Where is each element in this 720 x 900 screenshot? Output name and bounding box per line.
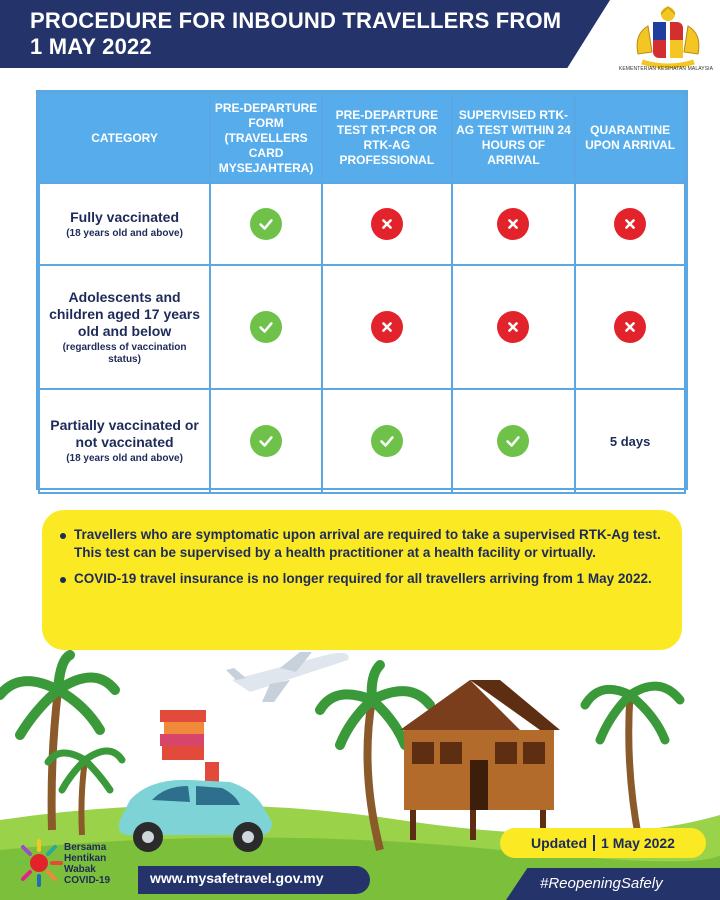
car-icon — [119, 710, 272, 852]
table-header-row — [39, 93, 685, 183]
ministry-label: KEMENTERIAN KESIHATAN MALAYSIA — [618, 66, 714, 72]
table-row — [39, 389, 685, 493]
category-note: (18 years old and above) — [66, 227, 183, 239]
hashtag: #ReopeningSafely — [540, 875, 663, 892]
check-icon — [250, 208, 282, 240]
updated-badge — [500, 828, 706, 858]
campaign-line: Wabak — [64, 864, 96, 875]
header-quarantine: QUARANTINE UPON ARRIVAL — [575, 93, 685, 183]
status-cell — [452, 389, 576, 493]
title-line-2: 1 MAY 2022 — [30, 34, 152, 59]
header-pre-departure-test: PRE-DEPARTURE TEST RT-PCR OR RTK-AG PROFESSIONAL — [322, 93, 452, 183]
header — [0, 0, 720, 72]
category-cell — [39, 183, 210, 265]
campaign-line: Hentikan — [64, 853, 107, 864]
quarantine-cell — [575, 389, 685, 493]
status-cell — [575, 265, 685, 389]
status-cell — [322, 389, 452, 493]
cross-icon — [497, 311, 529, 343]
status-cell — [210, 183, 322, 265]
status-cell — [452, 183, 576, 265]
title-line-1: PROCEDURE FOR INBOUND TRAVELLERS FROM — [30, 8, 562, 33]
note-item: COVID-19 travel insurance is no longer required for all travellers arriving from 1 May 2022. — [60, 570, 662, 588]
table-row — [39, 183, 685, 265]
status-cell — [575, 183, 685, 265]
cross-icon — [614, 208, 646, 240]
updated-separator — [593, 835, 595, 851]
status-cell — [210, 389, 322, 493]
notes-box — [42, 510, 682, 650]
header-pre-departure-form: PRE-DEPARTURE FORM (TRAVELLERS CARD MYSEJAHTERA) — [210, 93, 322, 183]
header-category: CATEGORY — [39, 93, 210, 183]
category-label: Fully vaccinated — [70, 208, 180, 225]
campaign-line: COVID-19 — [64, 875, 111, 886]
updated-date: 1 May 2022 — [601, 835, 675, 851]
category-cell — [39, 265, 210, 389]
status-cell — [210, 265, 322, 389]
covid-campaign-logo-icon — [14, 838, 64, 888]
updated-label: Updated — [531, 835, 588, 851]
status-cell — [322, 183, 452, 265]
check-icon — [497, 425, 529, 457]
status-cell — [322, 265, 452, 389]
category-label: Partially vaccinated or not vaccinated — [50, 417, 199, 450]
category-note: (18 years old and above) — [66, 453, 183, 464]
quarantine-days: 5 days — [609, 434, 651, 449]
category-label: Adolescents and children aged 17 years old and below — [49, 288, 201, 339]
cross-icon — [497, 208, 529, 240]
note-item: Travellers who are symptomatic upon arrival are required to take a supervised RTK-Ag test. This test can be supervised by a health practitioner at a health facility or virtually. — [60, 526, 662, 562]
cross-icon — [371, 208, 403, 240]
cross-icon — [614, 311, 646, 343]
cross-icon — [371, 311, 403, 343]
check-icon — [250, 311, 282, 343]
category-note: (regardless of vaccination status) — [62, 341, 187, 365]
check-icon — [250, 425, 282, 457]
status-cell — [452, 265, 576, 389]
table-row — [39, 265, 685, 389]
category-cell — [39, 389, 210, 493]
page-title — [30, 8, 590, 60]
covid-campaign-text — [64, 842, 144, 886]
header-supervised-test: SUPERVISED RTK-AG TEST WITHIN 24 HOURS OF ARRIVAL — [452, 93, 576, 183]
check-icon — [371, 425, 403, 457]
campaign-line: Bersama — [64, 842, 107, 853]
procedure-table — [36, 90, 688, 490]
website-link[interactable]: www.mysafetravel.gov.my — [150, 870, 324, 886]
